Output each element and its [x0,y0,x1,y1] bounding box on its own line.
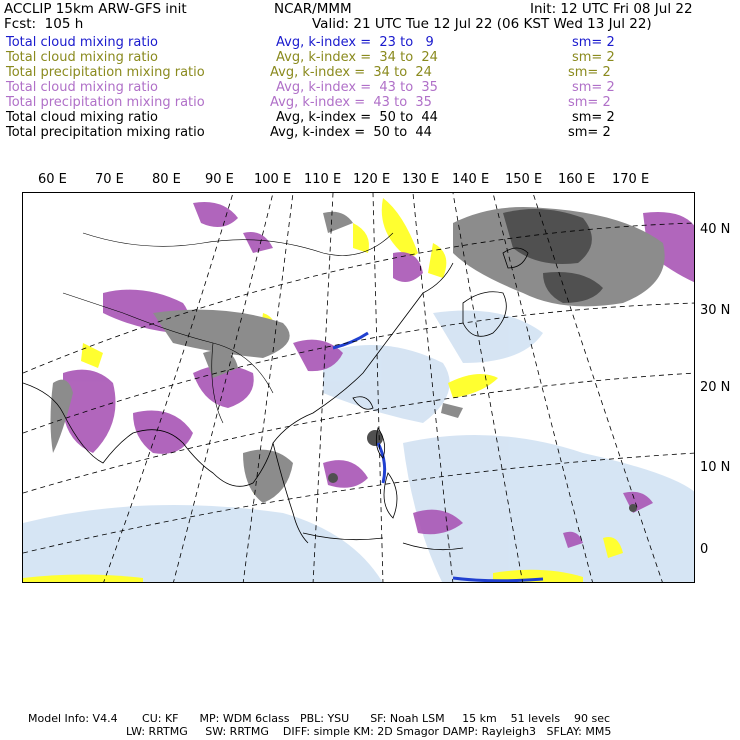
lon-label: 170 E [612,172,650,187]
run-title: ACCLIP 15km ARW-GFS init [4,1,187,17]
legend-avg: Avg, k-index = 34 to 24 [276,50,438,65]
legend-field: Total cloud mixing ratio [6,110,159,125]
lon-label: 110 E [304,172,342,187]
legend-avg: Avg, k-index = 43 to 35 [270,95,432,110]
lat-label: 30 N [700,303,731,318]
lat-label: 0 [700,542,709,557]
lon-label: 90 E [205,172,234,187]
lon-label: 60 E [38,172,67,187]
legend-sm: sm= 2 [568,95,611,110]
lat-label: 10 N [700,460,731,475]
model-info-line1: Model Info: V4.4 CU: KF MP: WDM 6class PBL: YSU SF: Noah LSM 15 km 51 levels 90 sec [28,712,611,725]
lon-label: 140 E [452,172,490,187]
legend-avg: Avg, k-index = 50 to 44 [270,125,432,140]
lat-label: 20 N [700,380,731,395]
legend-sm: sm= 2 [572,110,615,125]
lon-label: 160 E [558,172,596,187]
lightblue-cloud-field [23,311,695,584]
valid-time: Valid: 21 UTC Tue 12 Jul 22 (06 KST Wed 13 Jul 22) [312,16,652,32]
legend-field: Total precipitation mixing ratio [6,125,205,140]
lon-label: 120 E [353,172,391,187]
legend-sm: sm= 2 [572,35,615,50]
lon-label: 70 E [95,172,124,187]
legend-field: Total cloud mixing ratio [6,80,159,95]
legend-field: Total cloud mixing ratio [6,35,159,50]
legend-sm: sm= 2 [568,125,611,140]
lon-label: 130 E [402,172,440,187]
legend-avg: Avg, k-index = 50 to 44 [276,110,438,125]
model-info-line2: LW: RRTMG SW: RRTMG DIFF: simple KM: 2D Smagor DAMP: Rayleigh3 SFLAY: MM5 [126,725,612,738]
legend-field: Total cloud mixing ratio [6,50,159,65]
center-label: NCAR/MMM [274,1,352,17]
legend-sm: sm= 2 [572,80,615,95]
map-canvas [23,193,695,583]
legend-avg: Avg, k-index = 34 to 24 [270,65,432,80]
forecast-hour: Fcst: 105 h [4,16,84,32]
legend-avg: Avg, k-index = 23 to 9 [276,35,434,50]
legend-field: Total precipitation mixing ratio [6,65,205,80]
init-time: Init: 12 UTC Fri 08 Jul 22 [530,1,693,17]
forecast-map [22,192,695,583]
lat-label: 40 N [700,222,731,237]
legend-sm: sm= 2 [572,50,615,65]
legend-field: Total precipitation mixing ratio [6,95,205,110]
legend-sm: sm= 2 [568,65,611,80]
lon-label: 100 E [254,172,292,187]
legend-avg: Avg, k-index = 43 to 35 [276,80,438,95]
lon-label: 80 E [152,172,181,187]
lon-label: 150 E [505,172,543,187]
